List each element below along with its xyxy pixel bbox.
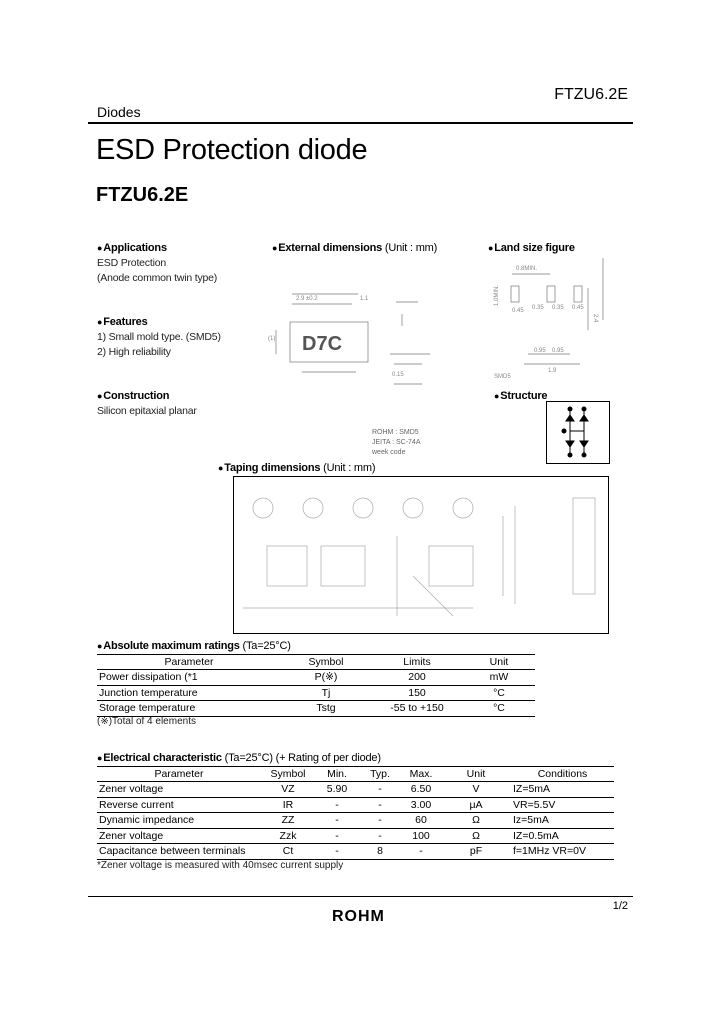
table-row — [97, 844, 614, 860]
construction-text: Silicon epitaxial planar — [97, 405, 197, 417]
cell-parameter: Power dissipation (*1 — [97, 670, 281, 686]
cell-parameter: Junction temperature — [97, 685, 281, 701]
external-dimensions-heading: ●External dimensions (Unit : mm) — [272, 242, 438, 254]
header-rule — [88, 122, 633, 124]
features-heading: ●Features — [97, 316, 148, 328]
cell-min: 5.90 — [315, 782, 359, 798]
cell-conditions: f=1MHz VR=0V — [511, 844, 614, 860]
svg-text:ROHM: ROHM — [332, 908, 385, 923]
cell-symbol: Zzk — [261, 828, 315, 844]
cell-parameter: Storage temperature — [97, 701, 281, 717]
cell-unit: V — [441, 782, 511, 798]
col-symbol: Symbol — [261, 767, 315, 782]
cell-parameter: Dynamic impedance — [97, 813, 261, 829]
cell-symbol: Tstg — [281, 701, 371, 717]
cell-min: - — [315, 828, 359, 844]
external-dimensions-figure — [262, 280, 440, 400]
svg-text:1.1: 1.1 — [360, 296, 369, 302]
cell-symbol: ZZ — [261, 813, 315, 829]
table-row — [97, 782, 614, 798]
abs-max-note: (※)Total of 4 elements — [97, 716, 196, 727]
land-label-1: 1.0MIN. — [494, 284, 500, 306]
elec-heading: ●Electrical characteristic (Ta=25°C) (+ Rating of per diode) — [97, 752, 381, 764]
cell-symbol: IR — [261, 797, 315, 813]
col-max: Max. — [401, 767, 441, 782]
cell-min: - — [315, 844, 359, 860]
cell-symbol: Ct — [261, 844, 315, 860]
rohm-logo — [332, 907, 394, 923]
page-title: ESD Protection diode — [96, 134, 368, 166]
land-label-0: 0.8MIN. — [516, 266, 538, 272]
land-label-7: 0.95 — [534, 348, 546, 354]
col-conditions: Conditions — [511, 767, 614, 782]
cell-unit: Ω — [441, 813, 511, 829]
land-label-2: 0.45 — [512, 308, 524, 314]
table-row — [97, 685, 535, 701]
cell-typ: - — [359, 813, 401, 829]
structure-heading: ●Structure — [494, 390, 548, 402]
cell-min: - — [315, 797, 359, 813]
cell-conditions: VR=5.5V — [511, 797, 614, 813]
applications-heading: ●Applications — [97, 242, 167, 254]
external-dimensions-legend: ROHM : SMD5 JEITA : SC-74A week code — [372, 429, 421, 456]
cell-max: 100 — [401, 828, 441, 844]
taping-figure — [233, 476, 609, 634]
cell-max: 3.00 — [401, 797, 441, 813]
svg-text:0.15: 0.15 — [392, 372, 404, 378]
land-label-9: 1.9 — [548, 368, 557, 374]
svg-text:2.9 ±0.2: 2.9 ±0.2 — [296, 296, 318, 302]
abs-max-header-row — [97, 655, 535, 670]
cell-min: - — [315, 813, 359, 829]
header-part-number: FTZU6.2E — [554, 86, 628, 103]
structure-figure — [546, 401, 610, 464]
cell-symbol: P(※) — [281, 670, 371, 686]
land-label-4: 0.35 — [552, 305, 564, 311]
col-parameter: Parameter — [97, 767, 261, 782]
cell-parameter: Capacitance between terminals — [97, 844, 261, 860]
cell-max: - — [401, 844, 441, 860]
col-typ: Typ. — [359, 767, 401, 782]
abs-max-heading: ●Absolute maximum ratings (Ta=25°C) — [97, 640, 291, 652]
svg-text:(1): (1) — [268, 336, 276, 342]
col-min: Min. — [315, 767, 359, 782]
table-row — [97, 670, 535, 686]
model-number: FTZU6.2E — [96, 184, 189, 206]
cell-unit: mW — [463, 670, 535, 686]
cell-parameter: Zener voltage — [97, 782, 261, 798]
cell-limits: -55 to +150 — [371, 701, 463, 717]
cell-typ: - — [359, 782, 401, 798]
cell-conditions: IZ=0.5mA — [511, 828, 614, 844]
table-row — [97, 828, 614, 844]
land-label-10: SMD5 — [494, 374, 511, 380]
category-label: Diodes — [97, 104, 141, 120]
elec-header-row — [97, 767, 614, 782]
cell-max: 60 — [401, 813, 441, 829]
col-limits: Limits — [371, 655, 463, 670]
cell-limits: 150 — [371, 685, 463, 701]
land-label-8: 0.95 — [552, 348, 564, 354]
col-symbol: Symbol — [281, 655, 371, 670]
features-text: 1) Small mold type. (SMD5) 2) High reliability — [97, 331, 221, 358]
land-label-5: 0.45 — [572, 305, 584, 311]
cell-max: 6.50 — [401, 782, 441, 798]
elec-table — [97, 766, 614, 860]
col-unit: Unit — [463, 655, 535, 670]
cell-unit: pF — [441, 844, 511, 860]
construction-heading: ●Construction — [97, 390, 170, 402]
marking-text: D7C — [302, 333, 343, 355]
table-row — [97, 813, 614, 829]
cell-symbol: Tj — [281, 685, 371, 701]
taping-heading: ●Taping dimensions (Unit : mm) — [218, 462, 376, 474]
table-row — [97, 797, 614, 813]
cell-typ: - — [359, 828, 401, 844]
abs-max-table — [97, 654, 535, 717]
cell-conditions: IZ=5mA — [511, 782, 614, 798]
cell-unit: Ω — [441, 828, 511, 844]
footer-rule — [88, 896, 633, 897]
cell-limits: 200 — [371, 670, 463, 686]
cell-parameter: Reverse current — [97, 797, 261, 813]
table-row — [97, 701, 535, 717]
cell-typ: 8 — [359, 844, 401, 860]
applications-text: ESD Protection (Anode common twin type) — [97, 257, 218, 284]
col-unit: Unit — [441, 767, 511, 782]
land-size-figure — [488, 256, 608, 384]
col-parameter: Parameter — [97, 655, 281, 670]
cell-unit: μA — [441, 797, 511, 813]
cell-unit: °C — [463, 685, 535, 701]
cell-typ: - — [359, 797, 401, 813]
land-label-6: 2.4 — [592, 314, 598, 323]
cell-parameter: Zener voltage — [97, 828, 261, 844]
page-number: 1/2 — [612, 900, 628, 912]
cell-symbol: VZ — [261, 782, 315, 798]
land-label-3: 0.35 — [532, 305, 544, 311]
cell-unit: °C — [463, 701, 535, 717]
cell-conditions: Iz=5mA — [511, 813, 614, 829]
elec-note: *Zener voltage is measured with 40msec current supply — [97, 860, 344, 871]
land-size-heading: ●Land size figure — [488, 242, 575, 254]
